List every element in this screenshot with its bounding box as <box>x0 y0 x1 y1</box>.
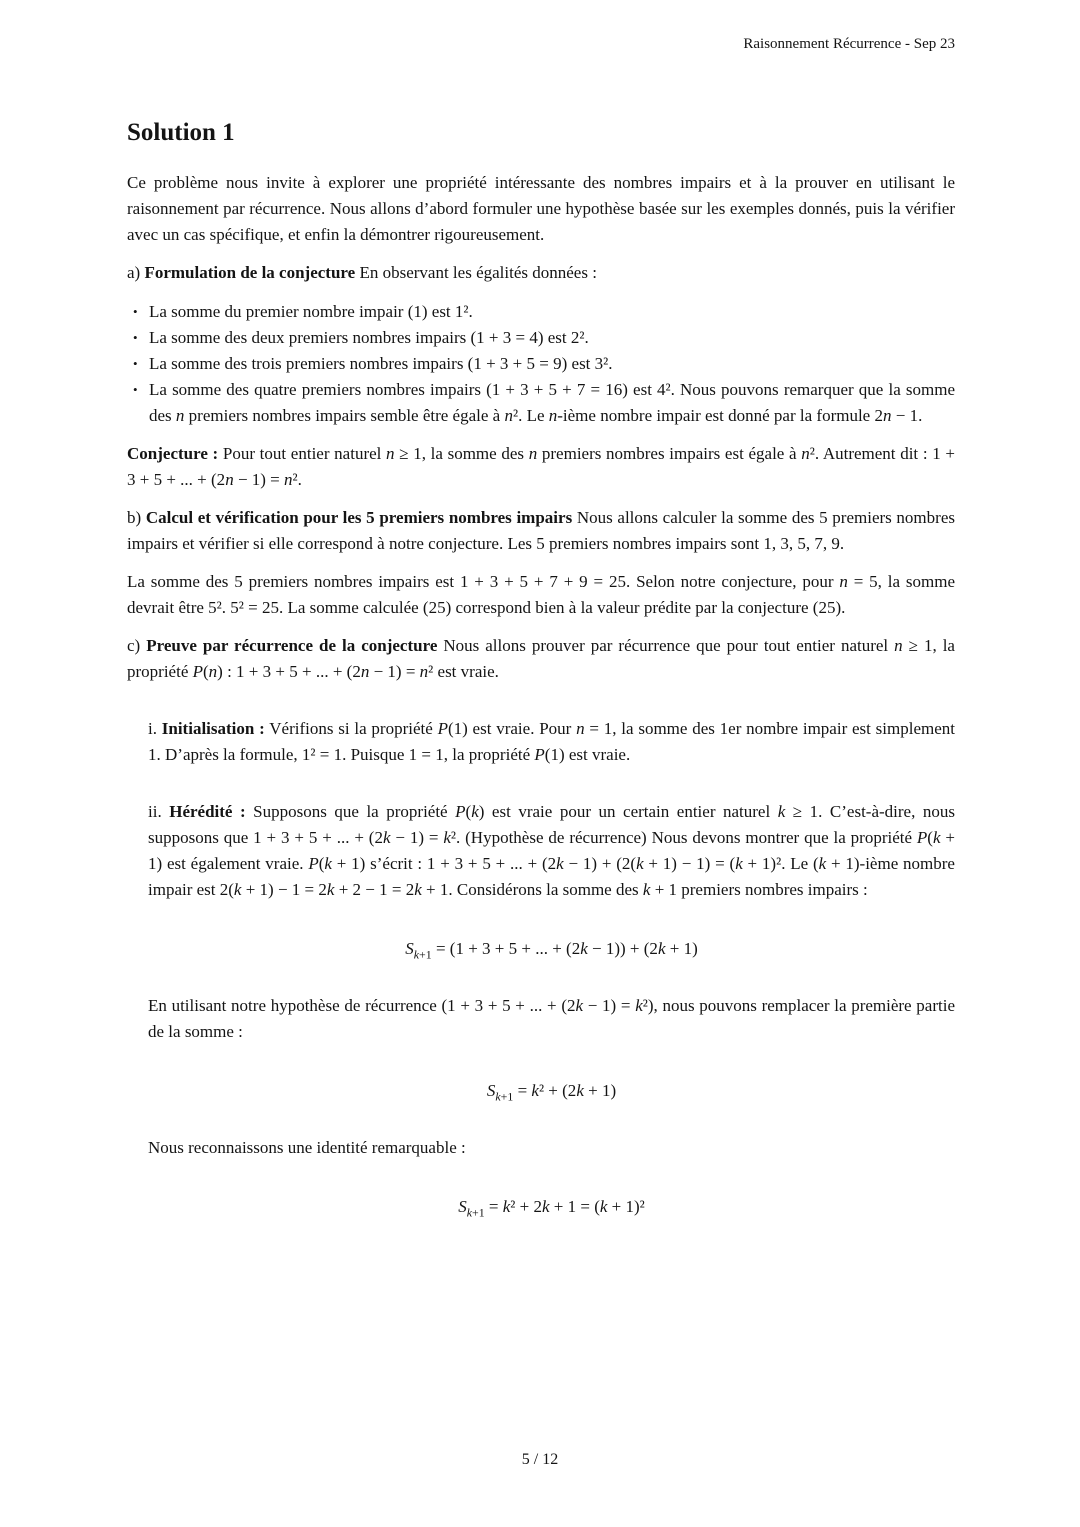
equation-sum-expansion: $S_{k+1} = (1 + 3 + 5$ + ... + (2k − 1)) + (2k + 1) <box>405 939 698 962</box>
paragraph-verification: La somme des 5 premiers nombres impairs est 1 + 3 + 5 + 7 + 9 = 25. Selon notre conjecture, pour n = 5, la somme devrait être 5². 5² = 25. La somme calculée (25) correspond bien à la valeur prédite par la conjecture (25). <box>127 572 956 617</box>
paragraph-conjecture: Conjecture : Pour tout entier naturel n ≥ 1, la somme des n premiers nombres impairs est égale à n². Autrement dit : 1 + 3 + 5 + ... + (2n − 1) = n². <box>127 444 955 489</box>
paragraph-section-b: b) Calcul et vérification pour les 5 premiers nombres impairs Nous allons calculer la somme des 5 premiers nombres impairs et vérifier si elle correspond à notre conjecture. Les 5 premiers nombres impairs sont 1, 3, 5, 7, 9. <box>127 508 955 553</box>
bullet-marker: • <box>133 304 138 319</box>
bullet-text-3: La somme des trois premiers nombres impairs (1 + 3 + 5 = 9) est 3². <box>149 354 613 373</box>
paragraph-hypothesis-use: En utilisant notre hypothèse de récurrence (1 + 3 + 5 + ... + (2k − 1) = k²), nous pouvons remplacer la première partie de la somme : <box>148 996 955 1041</box>
paragraph-section-a: a) Formulation de la conjecture En observant les égalités données : <box>127 263 597 282</box>
list-item <box>133 299 955 325</box>
paragraph-identity-intro: Nous reconnaissons une identité remarquable : <box>148 1138 466 1157</box>
bullet-marker: • <box>133 356 138 371</box>
solution-title: Solution 1 <box>127 119 235 146</box>
bullet-text-2: La somme des deux premiers nombres impairs (1 + 3 = 4) est 2². <box>149 328 589 347</box>
proof-block <box>148 716 955 1220</box>
bullet-marker: • <box>133 382 138 397</box>
list-item <box>133 325 955 351</box>
bullet-list <box>127 299 955 429</box>
bullet-marker: • <box>133 330 138 345</box>
equation-substitution: $S_{k+1} = k^2 + (2k + 1)$ <box>486 1081 617 1104</box>
page-header <box>127 36 955 53</box>
paragraph-initialisation: i. Initialisation : Vérifions si la propriété P(1) est vraie. Pour n = 1, la somme des 1er nombre impair est simplement 1. D’après la formule, 1² = 1. Puisque 1 = 1, la propriété P(1) est vraie. <box>148 719 956 764</box>
paragraph-heredite: ii. Hérédité : Supposons que la propriété P(k) est vraie pour un certain entier naturel k ≥ 1. C’est-à-dire, nous supposons que 1 + 3 + 5 + ... + (2k − 1) = k². (Hypothèse de récurrence) Nous devons montrer que la propriété P(k + 1) est également vraie. P(k + 1) s’écrit : 1 + 3 + 5 + ... + (2k − 1) + (2(k + 1) − 1) = (k + 1)². Le (k + 1)-ième nombre impair est 2(k + 1) − 1 = 2k + 2 − 1 = 2k + 1. Considérons la somme des k + 1 premiers nombres impairs : <box>148 802 955 899</box>
page-number: 5 / 12 <box>521 1451 559 1468</box>
equation-remarkable-identity: $S_{k+1} = k^2 + 2k + 1 = (k + 1)^2$ <box>458 1197 645 1220</box>
header-running-title: Raisonnement Récurrence - Sep 23 <box>743 36 955 52</box>
bullet-text-1: La somme du premier nombre impair (1) est 1². <box>149 302 473 321</box>
list-item <box>133 377 955 429</box>
list-item <box>133 351 955 377</box>
paragraph-section-c: c) Preuve par récurrence de la conjecture Nous allons prouver par récurrence que pour tout entier naturel n ≥ 1, la propriété P(n) : 1 + 3 + 5 + ... + (2n − 1) = n² est vraie. <box>127 636 955 681</box>
bullet-text-4: La somme des quatre premiers nombres impairs (1 + 3 + 5 + 7 = 16) est 4². Nous pouvons remarquer que la somme des n premiers nombres impairs semble être égale à n². Le n-ième nombre impair est donné par la formule 2n − 1. <box>149 380 955 425</box>
paragraph-intro: Ce problème nous invite à explorer une propriété intéressante des nombres impairs et à la prouver en utilisant le raisonnement par récurrence. Nous allons d’abord formuler une hypothèse basée sur les exemples donnés, puis la vérifier avec un cas spécifique, et enfin la démontrer rigoureusement. <box>127 173 955 244</box>
